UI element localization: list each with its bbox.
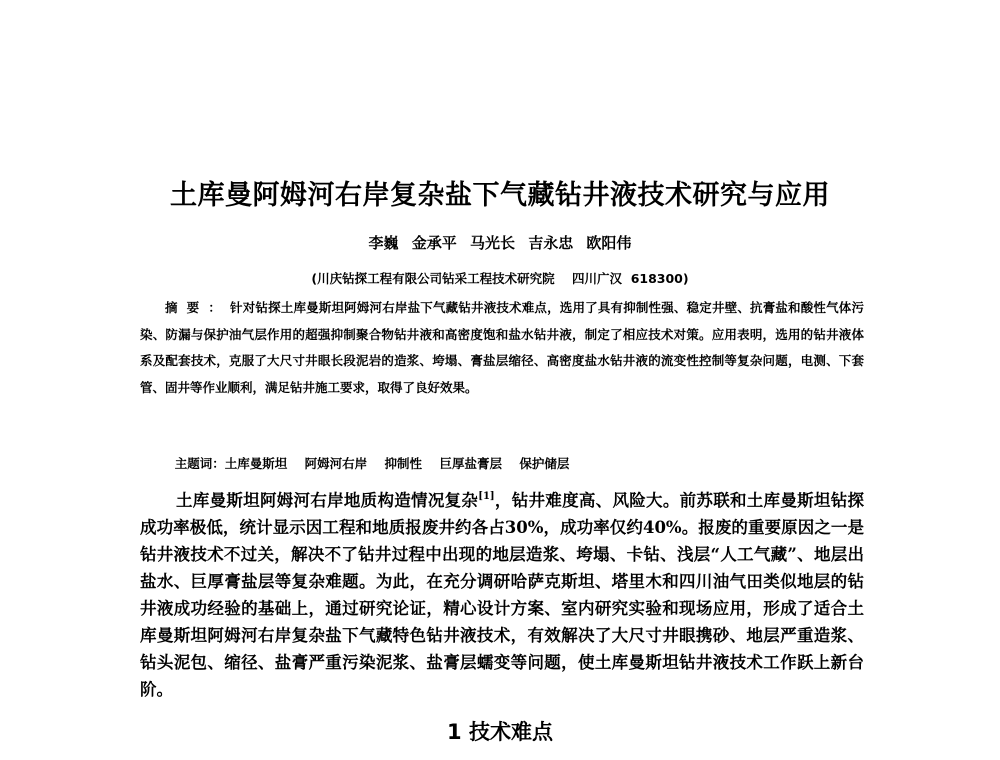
keywords-label: 主题词： xyxy=(174,456,225,471)
keywords-text: 土库曼斯坦 阿姆河右岸 抑制性 巨厚盐膏层 保护储层 xyxy=(224,456,570,471)
abstract-text: 针对钻探土库曼斯坦阿姆河右岸盐下气藏钻井液技术难点，选用了具有抑制性强、稳定井壁、抗膏盐和酸性气体污染、防漏与保护油气层作用的超强抑制聚合物钻井液和高密度饱和盐水钻井液，制定了相应技术对策。应用表明，选用的钻井液体系及配套技术，克服了大尺寸井眼长段泥岩的造浆、垮塌、膏盐层缩径、高密度盐水钻井液的流变性控制等复杂问题，电测、下套管、固井等作业顺利，满足钻井施工要求，取得了良好效果。 xyxy=(140,300,864,395)
author-list: 李巍 金承平 马光长 吉永忠 欧阳伟 xyxy=(368,234,632,252)
intro-rest-text: ，钻井难度高、风险大。前苏联和土库曼斯坦钻探成功率极低，统计显示因工程和地质报废井约各占30%，成功率仅约40%。报废的重要原因之一是钻井液技术不过关，解决不了钻井过程中出现的地层造浆、垮塌、卡钻、浅层“人工气藏”、地层出盐水、巨厚膏盐层等复杂难题。为此，在充分调研哈萨克斯坦、塔里木和四川油气田类似地层的钻井液成功经验的基础上，通过研究论证，精心设计方案、室内研究实验和现场应用，形成了适合土库曼斯坦阿姆河右岸复杂盐下气藏特色钻井液技术，有效解决了大尺寸井眼携砂、地层严重造浆、钻头泥包、缩径、盐膏严重污染泥浆、盐膏层蠕变等问题，使土库曼斯坦钻井液技术工作跃上新台阶。 xyxy=(140,491,865,699)
intro-paragraph xyxy=(140,483,864,703)
author-affiliation: (川庆钻探工程有限公司钻采工程技术研究院 四川广汉 618300) xyxy=(311,271,689,286)
paper-title: 土库曼阿姆河右岸复杂盐下气藏钻井液技术研究与应用 xyxy=(170,180,830,211)
keywords-line xyxy=(166,431,866,475)
reference-marker: [1] xyxy=(478,491,495,502)
abstract-label: 摘要： xyxy=(165,300,231,315)
intro-lead-text: 土库曼斯坦阿姆河右岸地质构造情况复杂 xyxy=(176,491,479,510)
section-heading: 1 技术难点 xyxy=(447,720,553,744)
abstract-paragraph xyxy=(140,295,864,401)
